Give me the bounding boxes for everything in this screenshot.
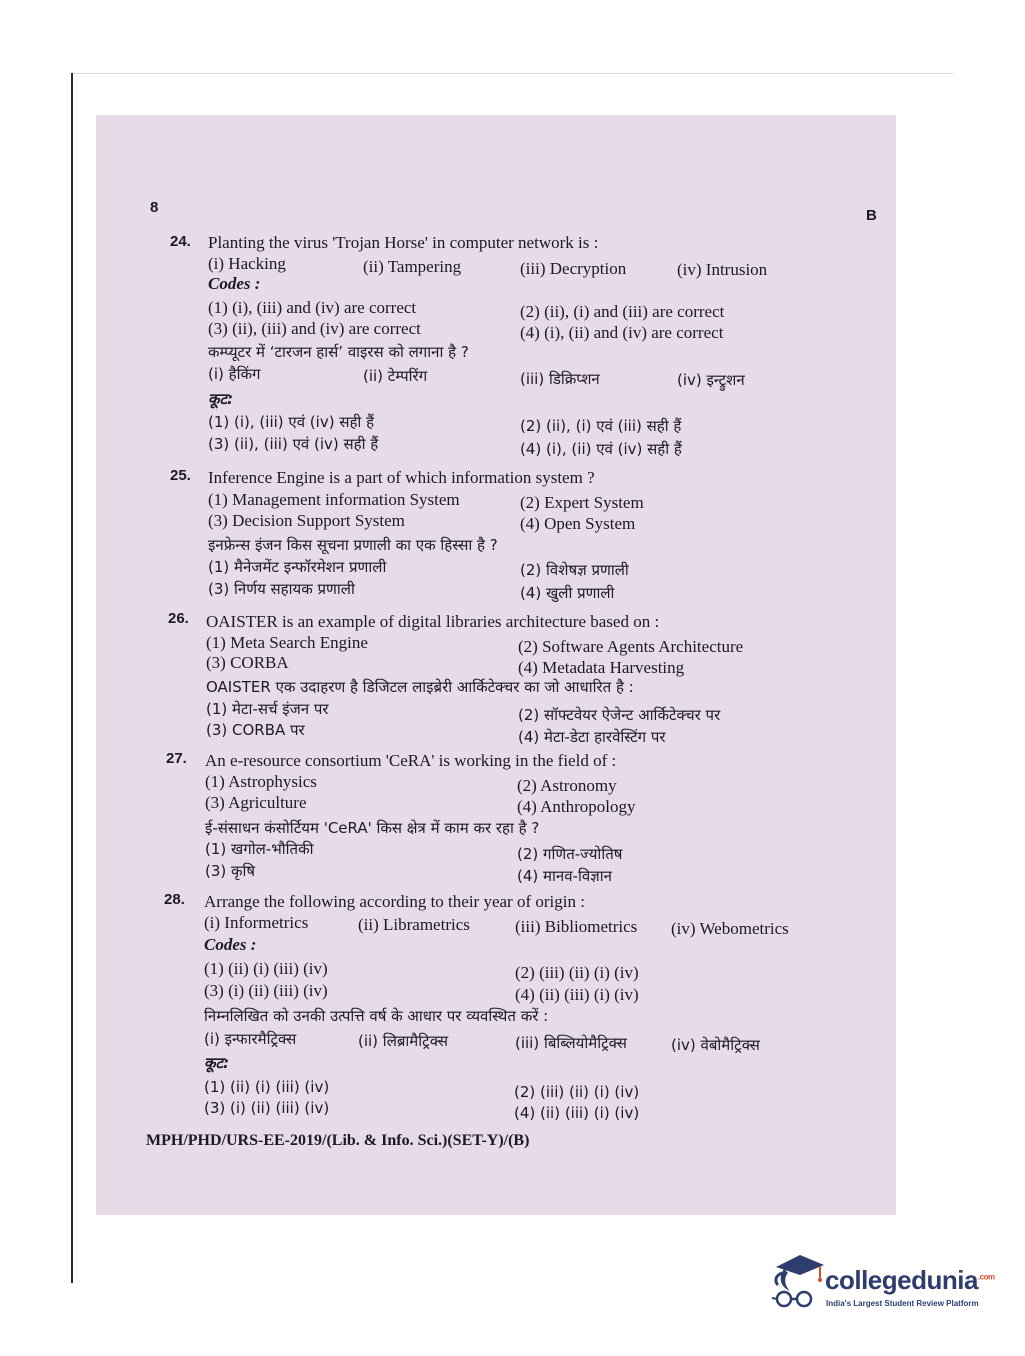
option-iv: (iv) Intrusion	[677, 260, 768, 279]
question-text-en: OAISTER is an example of digital libraries architecture based on :	[206, 612, 660, 631]
choice-2-en: (2) (iii) (ii) (i) (iv)	[515, 963, 639, 982]
question-text-en: Inference Engine is a part of which information system ?	[208, 468, 595, 487]
option-i: (i) Informetrics	[204, 913, 309, 932]
choice-3-en: (3) CORBA	[206, 653, 289, 672]
choice-3-hi: (3) निर्णय सहायक प्रणाली	[208, 580, 355, 598]
option-iii-hi: (iii) डिक्रिप्शन	[520, 370, 600, 388]
choice-2-en: (2) Expert System	[520, 493, 644, 512]
codes-label-hi: कूट:	[204, 1054, 230, 1072]
page-number: 8	[150, 199, 159, 216]
logo-tagline: India's Largest Student Review Platform	[826, 1299, 979, 1308]
option-iii: (iii) Decryption	[520, 259, 627, 278]
option-ii: (ii) Tampering	[363, 257, 462, 276]
question-text-en: An e-resource consortium 'CeRA' is working in the field of :	[205, 751, 617, 770]
question-text-en: Planting the virus 'Trojan Horse' in computer network is :	[208, 233, 599, 252]
choice-2-hi: (2) सॉफ्टवेयर ऐजेन्ट आर्किटेक्चर पर	[518, 706, 721, 724]
codes-label-hi: कूट:	[208, 390, 234, 408]
choice-4-en: (4) Anthropology	[517, 797, 636, 816]
option-iv-hi: (iv) इन्ट्रुशन	[677, 371, 745, 389]
choice-4-hi: (4) मेटा-डेटा हारवेस्टिंग पर	[518, 728, 666, 746]
scan-edge-left	[71, 73, 73, 1283]
collegedunia-logo	[768, 1245, 998, 1325]
option-iv-hi: (iv) वेबोमैट्रिक्स	[671, 1036, 760, 1054]
choice-4-hi: (4) (i), (ii) एवं (iv) सही हैं	[520, 440, 682, 458]
choice-4-hi: (4) (ii) (iii) (i) (iv)	[514, 1104, 640, 1122]
set-letter: B	[866, 207, 877, 224]
option-iii: (iii) Bibliometrics	[515, 917, 638, 936]
choice-4-en: (4) (i), (ii) and (iv) are correct	[520, 323, 724, 342]
choice-2-hi: (2) (ii), (i) एवं (iii) सही हैं	[520, 417, 682, 435]
choice-1-hi: (1) खगोल-भौतिकी	[205, 840, 314, 858]
option-ii-hi: (ii) टेम्परिंग	[363, 367, 428, 385]
choice-2-en: (2) Astronomy	[517, 776, 617, 795]
choice-1-en: (1) Astrophysics	[205, 772, 317, 791]
choice-4-hi: (4) खुली प्रणाली	[520, 584, 615, 602]
codes-label-en: Codes :	[208, 274, 261, 293]
choice-1-hi: (1) (ii) (i) (iii) (iv)	[204, 1078, 330, 1096]
choice-3-en: (3) (ii), (iii) and (iv) are correct	[208, 319, 421, 338]
option-ii-hi: (ii) लिब्रामैट्रिक्स	[358, 1032, 448, 1050]
choice-3-en: (3) Decision Support System	[208, 511, 405, 530]
choice-2-en: (2) (ii), (i) and (iii) are correct	[520, 302, 725, 321]
choice-1-hi: (1) मैनेजमेंट इन्फॉरमेशन प्रणाली	[208, 558, 387, 576]
choice-3-hi: (3) CORBA पर	[206, 721, 305, 739]
choice-2-hi: (2) विशेषज्ञ प्रणाली	[520, 561, 629, 579]
question-text-en: Arrange the following according to their year of origin :	[204, 892, 585, 911]
question-number: 24.	[170, 233, 191, 250]
choice-4-en: (4) (ii) (iii) (i) (iv)	[515, 985, 639, 1004]
choice-4-en: (4) Metadata Harvesting	[518, 658, 685, 677]
glasses-icon	[770, 1289, 824, 1309]
choice-1-en: (1) (ii) (i) (iii) (iv)	[204, 959, 328, 978]
choice-1-en: (1) Meta Search Engine	[206, 633, 368, 652]
choice-3-hi: (3) (i) (ii) (iii) (iv)	[204, 1099, 330, 1117]
question-number: 28.	[164, 891, 185, 908]
logo-wordmark: collegedunia$^{.com}$	[825, 1265, 995, 1295]
choice-2-hi: (2) गणित-ज्योतिष	[517, 845, 623, 863]
graduate-mascot-icon	[770, 1247, 826, 1295]
codes-label-en: Codes :	[204, 935, 257, 954]
choice-1-en: (1) (i), (iii) and (iv) are correct	[208, 298, 417, 317]
scan-edge-top	[73, 73, 953, 74]
question-text-hi: ई-संसाधन कंसोर्टियम 'CeRA' किस क्षेत्र में काम कर रहा है ?	[205, 819, 540, 837]
option-ii: (ii) Librametrics	[358, 915, 470, 934]
question-text-hi: OAISTER एक उदाहरण है डिजिटल लाइब्रेरी आर्किटेक्चर का जो आधारित है :	[206, 678, 634, 696]
choice-1-hi: (1) (i), (iii) एवं (iv) सही हैं	[208, 413, 375, 431]
choice-4-en: (4) Open System	[520, 514, 636, 533]
option-i-hi: (i) हैकिंग	[208, 365, 261, 383]
choice-1-hi: (1) मेटा-सर्च इंजन पर	[206, 700, 329, 718]
question-text-hi: इनफ्रेन्स इंजन किस सूचना प्रणाली का एक हिस्सा है ?	[208, 536, 498, 554]
option-i: (i) Hacking	[208, 254, 286, 273]
question-text-hi: कम्प्यूटर में ‘टारजन हार्स’ वाइरस को लगाना है ?	[208, 343, 469, 361]
choice-3-en: (3) (i) (ii) (iii) (iv)	[204, 981, 328, 1000]
footer-code: MPH/PHD/URS-EE-2019/(Lib. & Info. Sci.)(SET-Y)/(B)	[146, 1132, 530, 1149]
choice-2-hi: (2) (iii) (ii) (i) (iv)	[514, 1083, 640, 1101]
choice-3-hi: (3) कृषि	[205, 862, 256, 880]
choice-2-en: (2) Software Agents Architecture	[518, 637, 744, 656]
question-number: 26.	[168, 610, 189, 627]
choice-4-hi: (4) मानव-विज्ञान	[517, 867, 612, 885]
question-text-hi: निम्नलिखित को उनकी उत्पत्ति वर्ष के आधार पर व्यवस्थित करें :	[204, 1007, 549, 1025]
question-number: 25.	[170, 467, 191, 484]
choice-1-en: (1) Management information System	[208, 490, 460, 509]
option-iii-hi: (iii) बिब्लियोमैट्रिक्स	[515, 1034, 627, 1052]
option-i-hi: (i) इन्फारमैट्रिक्स	[204, 1030, 297, 1048]
question-number: 27.	[166, 750, 187, 767]
choice-3-hi: (3) (ii), (iii) एवं (iv) सही हैं	[208, 435, 379, 453]
choice-3-en: (3) Agriculture	[205, 793, 307, 812]
option-iv: (iv) Webometrics	[671, 919, 789, 938]
